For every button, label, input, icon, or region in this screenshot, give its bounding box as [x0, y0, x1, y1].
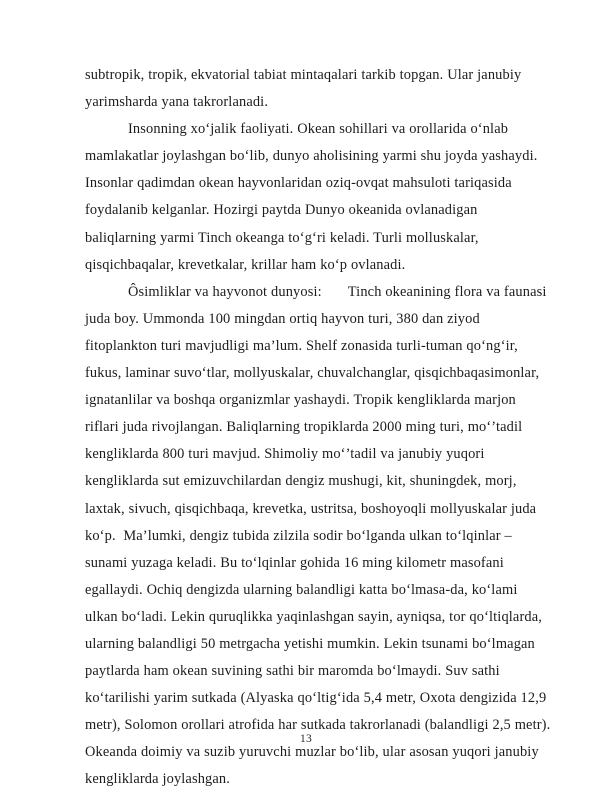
paragraph-flora-fauna-heading: Ôsimliklar va hayvonot dunyosi: — [128, 283, 322, 300]
paragraph-flora-fauna — [85, 279, 555, 794]
paragraph-flora-fauna-body: Tinch okeanining flora va faunasi juda boy. Ummonda 100 mingdan ortiq hayvon turi, 380 dan ziyod fitoplankton turi mavjudligi ma’lum. Shelf zonasida turli-tuman qoʻngʻir, fukus, laminar suvoʻtlar, mollyuskalar, chuvalchanglar, qisqichbaqasimonlar, ignatanlilar va boshqa organizmlar yashaydi. Tropik kengliklarda marjon riflari juda rivojlangan. Baliqlarning tropiklarda 2000 ming turi, moʻ’tadil kengliklarda 800 turi mavjud. Shimoliy moʻ’tadil va janubiy yuqori kengliklarda sut emizuvchilardan dengiz mushugi, kit, shuningdek, morj, laxtak, sivuch, qisqichbaqa, krevetka, ustritsa, boshoyoqli mollyuskalar juda koʻp. Ma’lumki, dengiz tubida zilzila sodir boʻlganda ulkan toʻlqinlar – sunami yuzaga keladi. Bu toʻlqinlar gohida 16 ming kilometr masofani egallaydi. Ochiq dengizda ularning balandligi katta boʻlmasa-da, koʻlami ulkan boʻladi. Lekin quruqlikka yaqinlashgan sayin, ayniqsa, tor qoʻltiqlarda, ularning balandligi 50 metrgacha yetishi mumkin. Lekin tsunami boʻlmagan paytlarda ham okean suvining sathi bir maromda boʻlmaydi. Suv sathi koʻtarilishi yarim sutkada (Alyaska qoʻltigʻida 5,4 metr, Oxota dengizida 12,9 metr), Solomon orollari atrofida har sutkada takrorlanadi (balandligi 2,5 metr). Okeanda doimiy va suzib yuruvchi muzlar boʻlib, ular asosan yuqori janubiy kengliklarda joylashgan. — [85, 283, 555, 788]
page-body-text — [85, 62, 555, 794]
paragraph-human-economic-activity: Insonning xoʻjalik faoliyati. Okean sohillari va orollarida oʻnlab mamlakatlar joylashgan boʻlib, dunyo aholisining yarmi shu joyda yashaydi. Insonlar qadimdan okean hayvonlaridan oziq-ovqat mahsuloti tariqasida foydalanib kelganlar. Hozirgi paytda Dunyo okeanida ovlanadigan baliqlarning yarmi Tinch okeanga toʻgʻri keladi. Turli molluskalar, qisqichbaqalar, krevetkalar, krillar ham koʻp ovlanadi. — [85, 121, 542, 273]
page-footer — [0, 729, 612, 747]
paragraph-intro: subtropik, tropik, ekvatorial tabiat mintaqalari tarkib topgan. Ular janubiy yarimsharda yana takrorlanadi. — [85, 67, 526, 111]
page-number: 13 — [300, 733, 312, 745]
